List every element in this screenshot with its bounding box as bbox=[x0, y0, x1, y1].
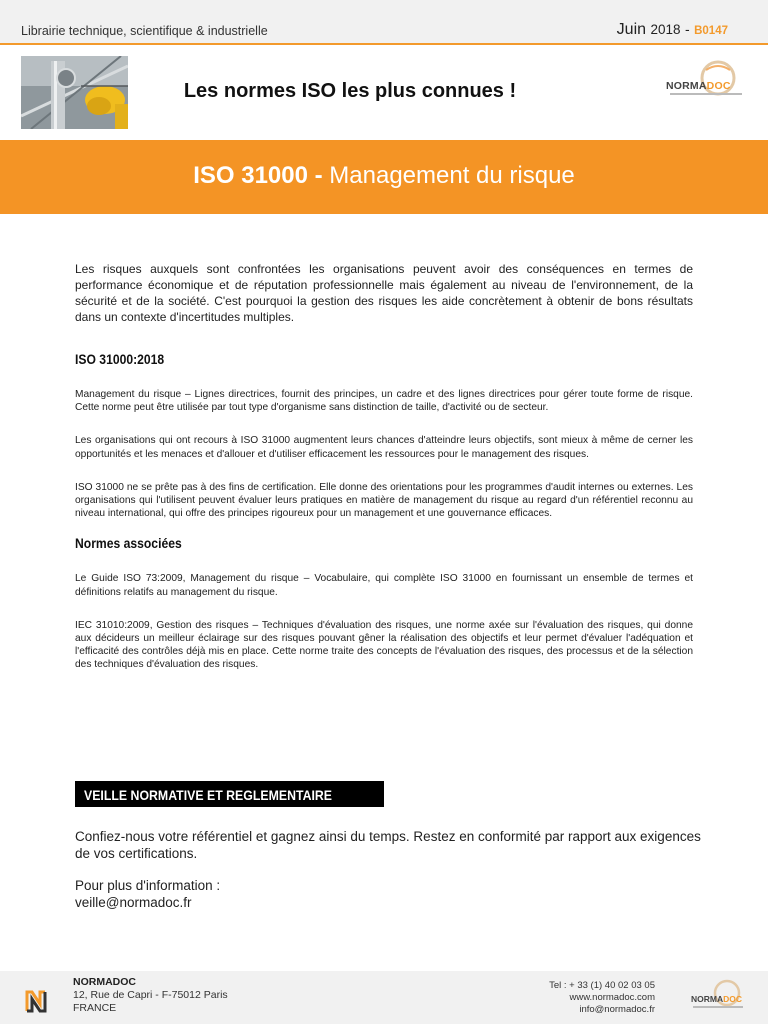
page-footer bbox=[0, 971, 768, 1024]
logo-text-norma: NORMA bbox=[666, 80, 707, 92]
paragraph: Le Guide ISO 73:2009, Management du risque – Vocabulaire, qui complète ISO 31000 en fournissant un ensemble de termes et définitions relatifs au management du risque. bbox=[75, 573, 693, 598]
library-tagline: Librairie technique, scientifique & industrielle bbox=[21, 24, 268, 38]
issue-reference: B0147 bbox=[694, 25, 728, 37]
info-label: Pour plus d'information : bbox=[75, 878, 221, 893]
issue-separator: - bbox=[684, 21, 690, 37]
issue-year: 2018 bbox=[650, 22, 681, 37]
section-heading-iso-31000-2018: ISO 31000:2018 bbox=[75, 352, 165, 367]
veille-section bbox=[75, 829, 705, 911]
phone-number: Tel : + 33 (1) 40 02 03 05 bbox=[549, 980, 655, 991]
main-content bbox=[75, 261, 693, 672]
veille-heading: VEILLE NORMATIVE ET REGLEMENTAIRE bbox=[84, 787, 333, 803]
contact-email-link[interactable]: info@normadoc.fr bbox=[579, 1004, 655, 1015]
svg-text:NORMADOC: NORMADOC bbox=[691, 994, 742, 1004]
veille-email-link[interactable]: veille@normadoc.fr bbox=[75, 894, 192, 910]
veille-heading-box bbox=[75, 781, 384, 807]
normadoc-logo bbox=[666, 60, 746, 110]
title-banner bbox=[0, 140, 768, 214]
company-name: NORMADOC bbox=[73, 976, 136, 988]
headline: Les normes ISO les plus connues ! bbox=[183, 80, 517, 102]
section-heading-normes-associees: Normes associées bbox=[75, 536, 182, 552]
normadoc-n-icon bbox=[24, 989, 48, 1013]
company-address bbox=[73, 976, 228, 1015]
street-address: 12, Rue de Capri - F-75012 Paris bbox=[73, 989, 228, 1001]
paragraph: ISO 31000 ne se prête pas à des fins de certification. Elle donne des orientations pour les programmes d'audit internes ou externes. Les organisations qui l'utilisent peuvent évaluer leurs pratiques en matière de management du risque au regard d'un référentiel reconnu au niveau international, qui offre des principes rigoureux pour un management et une gouvernance efficaces. bbox=[75, 481, 693, 520]
veille-text: Confiez-nous votre référentiel et gagnez ainsi du temps. Restez en conformité par rapport aux exigences de vos certifications. bbox=[75, 829, 701, 861]
paragraph: Les organisations qui ont recours à ISO 31000 augmentent leurs chances d'atteindre leurs objectifs, sont mieux à même de cerner les opportunités et les menaces et d'allouer et d'utiliser efficacement les ressources pour le management des risques. bbox=[75, 435, 693, 460]
logo-subline bbox=[670, 93, 742, 95]
issue-month: Juin bbox=[616, 21, 647, 38]
paragraph: Management du risque – Lignes directrices, fournit des principes, un cadre et des lignes directrices pour gérer toute forme de risque. Cette norme peut être utilisée par tout type d'organisme sans distinction de taille, d'activité ou de secteur. bbox=[75, 389, 693, 414]
banner-separator: - bbox=[307, 162, 330, 189]
standard-title: Management du risque bbox=[329, 162, 575, 189]
footer-normadoc-logo bbox=[689, 978, 749, 1018]
issue-date bbox=[617, 21, 728, 39]
paragraph: IEC 31010:2009, Gestion des risques – Techniques d'évaluation des risques, une norme axée sur l'évaluation des risques, qui donne aux décideurs un meilleur éclairage sur des risques pouvant gêner la réalisation des objectifs et leur permet d'évaluer l'adéquation et l'efficacité des contrôles déjà mis en place. Cette norme traite des concepts de l'évaluation des risques, des processus et de la sélection des techniques d'évaluation des risques. bbox=[75, 619, 693, 671]
country: FRANCE bbox=[73, 1002, 117, 1014]
standard-code: ISO 31000 bbox=[193, 162, 308, 189]
header-photo bbox=[21, 56, 128, 129]
top-header-bar bbox=[0, 0, 768, 45]
contact-info bbox=[549, 980, 655, 1016]
logo-text-doc: DOC bbox=[706, 80, 731, 92]
website-link[interactable]: www.normadoc.com bbox=[569, 992, 655, 1003]
intro-paragraph: Les risques auxquels sont confrontées les organisations peuvent avoir des conséquences en termes de performance économique et de réputation professionnelle mais également au niveau de l'environnement, de la sécurité et de la société. C'est pourquoi la gestion des risques les aide concrètement à obtenir de bons résultats dans un contexte d'incertitudes multiples. bbox=[75, 262, 693, 324]
